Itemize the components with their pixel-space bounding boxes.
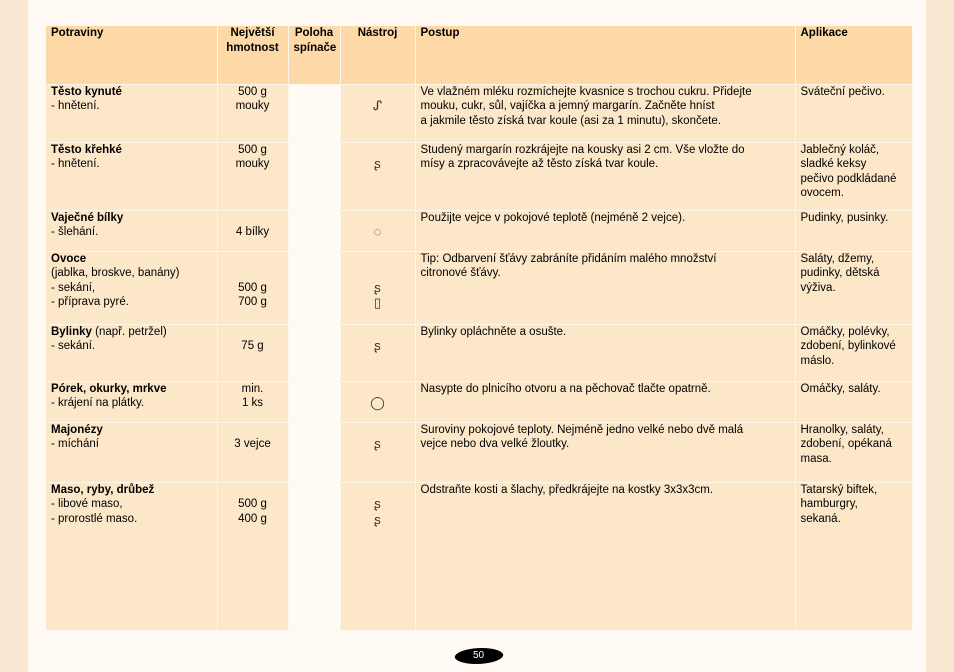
- food-name-cell: [46, 210, 217, 251]
- cell-line: min.: [241, 382, 264, 395]
- cell-line: Pudinky, pusinky.: [800, 211, 889, 224]
- food-name-cell: [46, 422, 217, 482]
- food-name-cell: [46, 324, 217, 381]
- cell-line: - krájení na plátky.: [51, 397, 145, 409]
- application-cell: [795, 381, 912, 422]
- cell-line: - sekání.: [51, 340, 96, 352]
- food-name-cell: [46, 142, 217, 210]
- weight-cell: [217, 324, 288, 381]
- cell-line: 700 g: [238, 296, 267, 308]
- cell-line: sladké keksy: [800, 158, 867, 170]
- cell-line: zdobení, bylinkové: [800, 340, 896, 352]
- application-cell: [795, 251, 912, 324]
- application-cell: [795, 422, 912, 482]
- dough-hook-icon: ᔑ: [372, 98, 383, 113]
- food-name: Ovoce: [51, 252, 87, 265]
- blade-icon: ʂ: [374, 338, 381, 353]
- cell-line: Suroviny pokojové teploty. Nejméně jedno velké nebo dvě malá: [420, 423, 744, 436]
- cell-line: Jablečný koláč,: [800, 143, 880, 156]
- table-row: [46, 84, 912, 142]
- cell-line: 1 ks: [241, 397, 264, 409]
- cell-line: 500 g: [238, 143, 267, 156]
- cell-line: 75 g: [241, 340, 264, 352]
- cell-line: Sváteční pečivo.: [800, 85, 885, 98]
- weight-cell: [217, 422, 288, 482]
- header-aplikace: Aplikace: [795, 26, 912, 84]
- food-name: Vaječné bílky: [51, 211, 124, 224]
- cell-line: - šlehání.: [51, 226, 99, 238]
- food-name: Majonézy: [51, 423, 103, 436]
- cell-line: Studený margarín rozkrájejte na kousky asi 2 cm. Vše vložte do: [420, 143, 745, 156]
- cell-line: pudinky, dětská: [800, 267, 880, 279]
- cell-line: (jablka, broskve, banány): [51, 267, 180, 279]
- cell-line: máslo.: [800, 354, 835, 367]
- procedure-cell: [415, 251, 795, 324]
- slicing-disc-icon: ◯: [370, 395, 385, 410]
- application-cell: [795, 84, 912, 142]
- procedure-cell: [415, 482, 795, 630]
- tool-cell: [340, 381, 415, 422]
- tool-cell: [340, 482, 415, 630]
- cell-line: Tip: Odbarvení šťávy zabráníte přidáním malého množství: [420, 252, 717, 265]
- whisk-disc-icon: ◌: [373, 224, 382, 239]
- weight-cell: [217, 251, 288, 324]
- cell-line: pečivo podkládané: [800, 172, 897, 185]
- procedure-cell: [415, 381, 795, 422]
- table-row: [46, 324, 912, 381]
- procedure-cell: [415, 84, 795, 142]
- blade-icon: ʂ: [374, 436, 381, 451]
- cell-line: a jakmile těsto získá tvar koule (asi za 1 minutu), skončete.: [420, 114, 721, 127]
- header-hmotnost: Největší hmotnost: [217, 26, 288, 84]
- tool-cell: [340, 210, 415, 251]
- cell-line: 4 bílky: [235, 226, 270, 238]
- table-row: [46, 210, 912, 251]
- table-row: [46, 422, 912, 482]
- cell-line: 400 g: [238, 512, 267, 525]
- table-row: [46, 482, 912, 630]
- food-name: Těsto kynuté: [51, 85, 122, 98]
- food-name: Pórek, okurky, mrkve: [51, 382, 167, 395]
- cell-line: mouku, cukr, sůl, vajíčka a jemný margarín. Začněte hníst: [420, 100, 715, 112]
- switch-position-cell: [288, 482, 340, 630]
- food-processing-table: [46, 26, 913, 631]
- table-row: [46, 381, 912, 422]
- weight-cell: [217, 84, 288, 142]
- right-margin-band: [926, 0, 954, 672]
- header-nastroj: Nástroj: [340, 26, 415, 84]
- cell-line: masa.: [800, 452, 832, 465]
- cell-line: - sekání,: [51, 281, 96, 294]
- blade-icon: ʂ: [374, 279, 381, 295]
- switch-position-cell: [288, 210, 340, 251]
- blade-icon: ʂ: [374, 156, 381, 171]
- blade-icon: ʂ: [374, 496, 381, 511]
- cell-line: 500 g: [238, 85, 267, 98]
- table-header-row: [46, 26, 912, 84]
- weight-cell: [217, 210, 288, 251]
- procedure-cell: [415, 422, 795, 482]
- cell-line: hamburgry,: [800, 498, 858, 510]
- food-name-cell: [46, 84, 217, 142]
- food-name-cell: [46, 381, 217, 422]
- table-row: [46, 142, 912, 210]
- cell-line: - příprava pyré.: [51, 296, 129, 308]
- weight-cell: [217, 482, 288, 630]
- cell-line: sekaná.: [800, 512, 841, 525]
- tool-cell: [340, 251, 415, 324]
- food-name-suffix: (např. petržel): [95, 325, 167, 338]
- cell-line: Tatarský biftek,: [800, 483, 878, 496]
- food-name: Těsto křehké: [51, 143, 122, 156]
- tool-cell: [340, 422, 415, 482]
- header-poloha: Poloha spínače: [288, 26, 340, 84]
- weight-cell: [217, 381, 288, 422]
- application-cell: [795, 142, 912, 210]
- left-margin-band: [0, 0, 28, 672]
- cell-line: 500 g: [238, 281, 267, 294]
- table-row: [46, 251, 912, 324]
- tool-cell: [340, 324, 415, 381]
- switch-position-cell: [288, 381, 340, 422]
- cell-line: - hnětení.: [51, 158, 100, 170]
- food-name: Maso, ryby, drůbež: [51, 483, 155, 496]
- blade-icon: ʂ: [374, 511, 381, 527]
- food-name: Bylinky: [51, 325, 92, 338]
- procedure-cell: [415, 324, 795, 381]
- cell-line: Omáčky, polévky,: [800, 325, 890, 338]
- food-name-cell: [46, 251, 217, 324]
- cell-line: zdobení, opékaná: [800, 438, 892, 450]
- switch-position-cell: [288, 84, 340, 142]
- cell-line: Odstraňte kosti a šlachy, předkrájejte na kostky 3x3x3cm.: [420, 483, 714, 496]
- switch-position-cell: [288, 251, 340, 324]
- cell-line: Hranolky, saláty,: [800, 423, 884, 436]
- food-name-cell: [46, 482, 217, 630]
- cell-line: Ve vlažném mléku rozmíchejte kvasnice s trochou cukru. Přidejte: [420, 85, 752, 98]
- cell-line: ovocem.: [800, 187, 844, 199]
- application-cell: [795, 482, 912, 630]
- cell-line: Omáčky, saláty.: [800, 382, 881, 395]
- switch-position-cell: [288, 142, 340, 210]
- cell-line: - prorostlé maso.: [51, 512, 138, 525]
- weight-cell: [217, 142, 288, 210]
- cell-line: Použijte vejce v pokojové teplotě (nejméně 2 vejce).: [420, 211, 686, 224]
- cell-line: mísy a zpracovávejte až těsto získá tvar koule.: [420, 158, 659, 170]
- cell-line: Nasypte do plnicího otvoru a na pěchovač tlačte opatrně.: [420, 382, 711, 395]
- tool-cell: [340, 84, 415, 142]
- cell-line: - libové maso,: [51, 498, 123, 510]
- cell-line: výživa.: [800, 281, 836, 294]
- tool-cell: [340, 142, 415, 210]
- blender-jug-icon: ▯: [373, 295, 382, 310]
- switch-position-cell: [288, 422, 340, 482]
- application-cell: [795, 210, 912, 251]
- page-number-badge: 50: [452, 648, 506, 664]
- application-cell: [795, 324, 912, 381]
- cell-line: 3 vejce: [234, 438, 271, 450]
- header-potraviny: Potraviny: [46, 26, 217, 84]
- cell-line: - hnětení.: [51, 100, 100, 112]
- cell-line: mouky: [235, 100, 270, 112]
- cell-line: 500 g: [238, 498, 267, 510]
- switch-position-cell: [288, 324, 340, 381]
- cell-line: Saláty, džemy,: [800, 252, 875, 265]
- cell-line: mouky: [235, 158, 270, 170]
- cell-line: vejce nebo dva velké žloutky.: [420, 438, 570, 450]
- procedure-cell: [415, 142, 795, 210]
- cell-line: - míchání: [51, 438, 99, 450]
- cell-line: citronové šťávy.: [420, 267, 501, 279]
- header-postup: Postup: [415, 26, 795, 84]
- procedure-cell: [415, 210, 795, 251]
- cell-line: Bylinky opláchněte a osušte.: [420, 325, 567, 338]
